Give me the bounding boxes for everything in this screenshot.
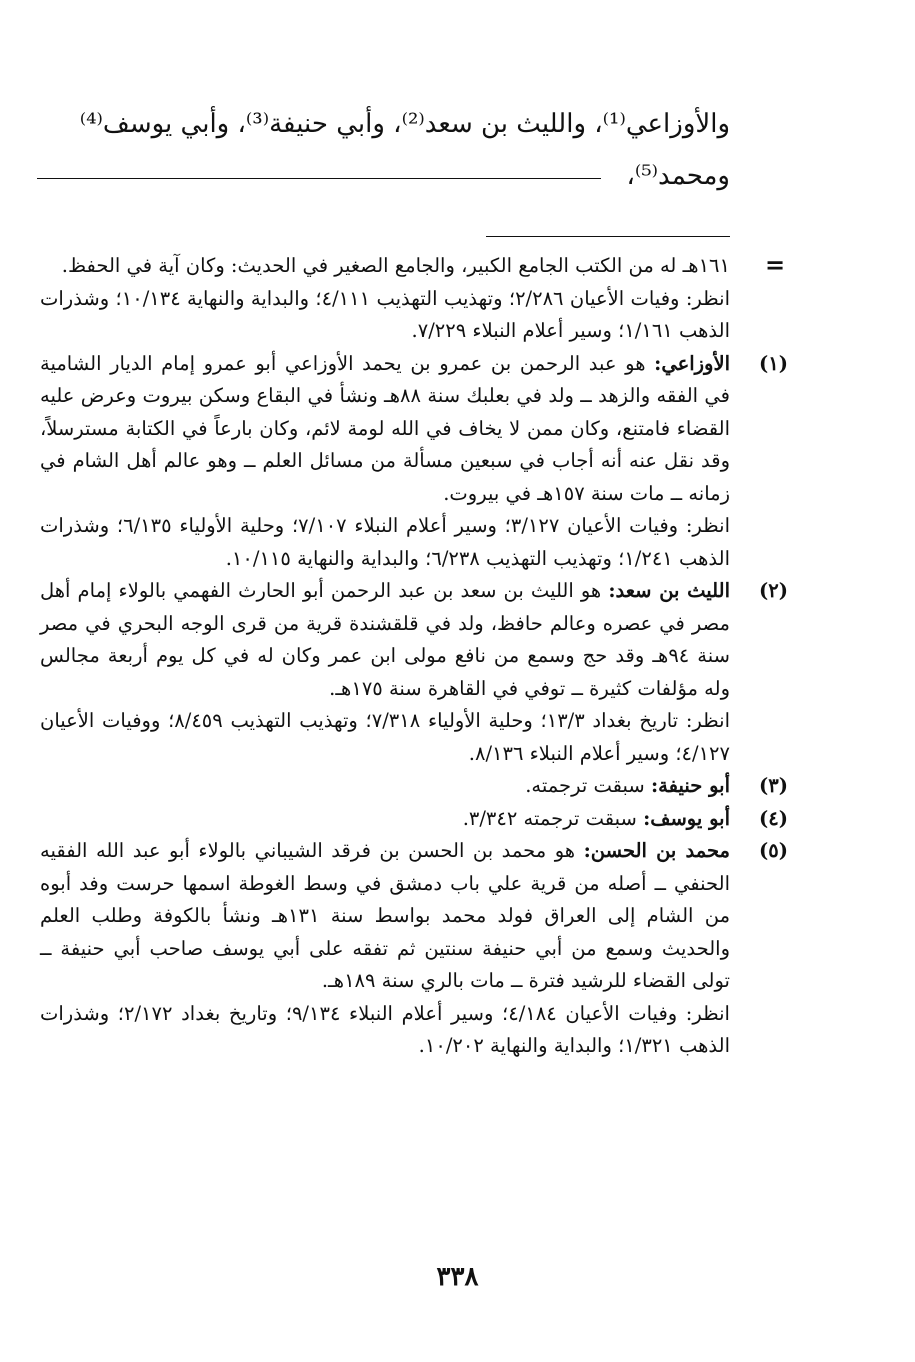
footnotes-section <box>40 250 788 1063</box>
footnote-text: هو محمد بن الحسن بن فرقد الشيباني بالولاء أبو عبد الله الفقيه الحنفي ــ أصله من قرية علي باب دمشق في وسط الغوطة اسمها حرست وفد أبوه من الشام إلى العراق فولد محمد بواسط سنة ١٣١هـ ونشأ بالكوفة وطلب العلم والحديث وسمع من أبي حنيفة سنتين ثم تفقه على أبي يوسف صاحب أبي حنيفة ــ تولى القضاء للرشيد فترة ــ مات بالري سنة ١٨٩هـ. <box>40 839 731 992</box>
footnote-text: سبقت ترجمته ٣/٣٤٢. <box>462 806 637 830</box>
footnote-heading: أبو حنيفة: <box>650 774 730 797</box>
footnote-text: هو عبد الرحمن بن عمرو بن يحمد الأوزاعي أبو عمرو إمام الديار الشامية في الفقه والزهد ــ ولد في بعلبك سنة ٨٨هـ ونشأ في البقاع وسكن بيروت وعرض عليه القضاء فامتنع، وكان ممن لا يخاف في الله لومة لائم، وكان بارعاً في الكتابة مسترسلاً، وقد نقل عنه أنه أجاب في سبعين مسألة من مسائل العلم ــ وهو عالم أهل الشام في زمانه ــ مات سنة ١٥٧هـ في بيروت. <box>40 351 730 505</box>
continuation-mark: = <box>765 250 786 279</box>
footnote-4 <box>40 803 788 836</box>
footnote-3 <box>40 770 788 803</box>
footnote-number: (٤) <box>759 806 788 830</box>
footnote-ref: انظر: وفيات الأعيان ٣/١٢٧؛ وسير أعلام النبلاء ٧/١٠٧؛ وحلية الأولياء ٦/١٣٥؛ وشذرات الذهب ١/٢٤١؛ وتهذيب التهذيب ٦/٢٣٨؛ والبداية والنهاية ١٠/١١٥. <box>40 514 730 570</box>
footnote-number: (٥) <box>759 839 788 862</box>
main-text-fill-line <box>37 178 601 179</box>
page-number: ٣٣٨ <box>436 1262 479 1292</box>
footnote-heading: أبو يوسف: <box>643 806 730 830</box>
footnote-heading: الأوزاعي: <box>654 351 731 375</box>
footnote-5 <box>40 835 788 1063</box>
footnote-number: (١) <box>759 351 788 375</box>
main-text-line-1: والأوزاعي⁽¹⁾، والليث بن سعد⁽²⁾، وأبي حنيفة⁽³⁾، وأبي يوسف⁽⁴⁾ <box>79 109 730 139</box>
footnote-heading: الليث بن سعد: <box>608 579 730 602</box>
footnote-text: سبقت ترجمته. <box>525 774 645 797</box>
footnote-2 <box>40 575 788 770</box>
footnote-text: هو الليث بن سعد بن عبد الرحمن أبو الحارث الفهمي بالولاء إمام أهل مصر في عصره وعالم حافظ، ولد في قلقشندة قرية من قرى الوجه البحري في مصر سنة ٩٤هـ وقد حج وسمع من نافع مولى ابن عمر وكان له في كل يوم أربعة مجالس وله مؤلفات كثيرة ــ توفي في القاهرة سنة ١٧٥هـ. <box>40 579 730 700</box>
footnote-continued-ref: انظر: وفيات الأعيان ٢/٢٨٦؛ وتهذيب التهذيب ٤/١١١؛ والبداية والنهاية ١٠/١٣٤؛ وشذرات الذهب ١/١٦١؛ وسير أعلام النبلاء ٧/٢٢٩. <box>40 286 731 342</box>
main-text-line-2: ومحمد⁽⁵⁾، <box>626 161 730 191</box>
footnote-ref: انظر: وفيات الأعيان ٤/١٨٤؛ وسير أعلام النبلاء ٩/١٣٤؛ وتاريخ بغداد ٢/١٧٢؛ وشذرات الذهب ١/٣٢١؛ والبداية والنهاية ١٠/٢٠٢. <box>40 1001 730 1057</box>
footnote-number: (٣) <box>759 774 788 797</box>
footnote-1 <box>40 348 788 576</box>
footnote-ref: انظر: تاريخ بغداد ١٣/٣؛ وحلية الأولياء ٧/٣١٨؛ وتهذيب التهذيب ٨/٤٥٩؛ ووفيات الأعيان ٤/١٢٧؛ وسير أعلام النبلاء ٨/١٣٦. <box>40 709 730 765</box>
footnote-number: (٢) <box>759 579 788 602</box>
footnote-separator <box>486 236 730 237</box>
footnote-heading: محمد بن الحسن: <box>583 839 730 862</box>
footnote-continued-text: ١٦١هـ له من الكتب الجامع الكبير، والجامع الصغير في الحديث: وكان آية في الحفظ. <box>61 254 730 277</box>
footnote-continued <box>40 250 730 348</box>
